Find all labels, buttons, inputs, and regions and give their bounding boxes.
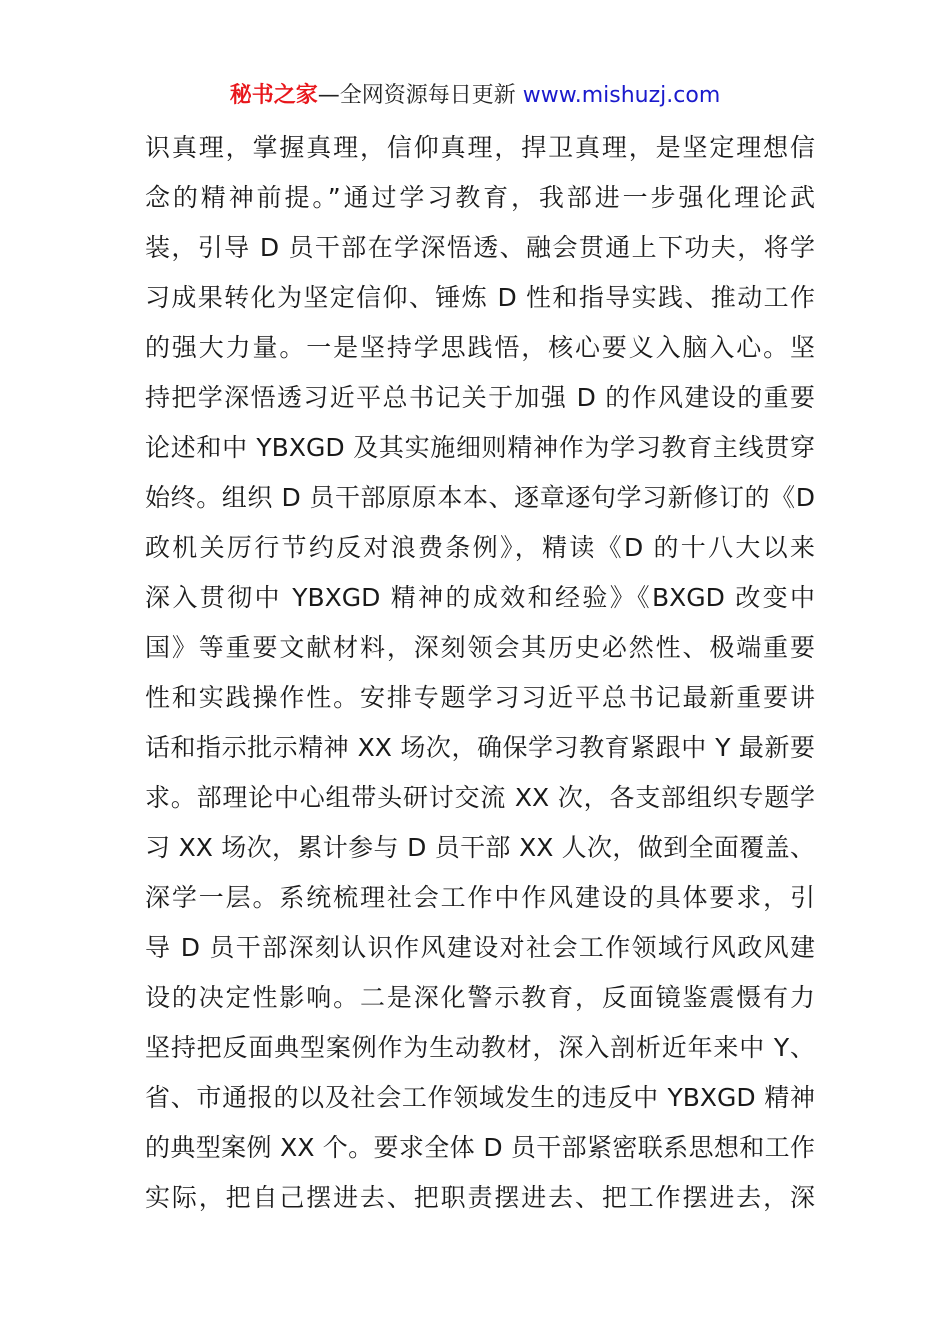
text-line: 省、市通报的以及社会工作领域发生的违反中 YBXGD 精神 [145, 1083, 815, 1112]
text-line: 念的精神前提。”通过学习教育，我部进一步强化理论武 [145, 183, 815, 212]
text-line: 装，引导 D 员干部在学深悟透、融会贯通上下功夫，将学 [145, 233, 815, 262]
text-line: 导 D 员干部深刻认识作风建设对社会工作领域行风政风建 [145, 933, 815, 962]
site-url: www.mishuzj.com [522, 83, 721, 108]
site-tagline: —全网资源每日更新 [317, 83, 516, 108]
text-line: 实际，把自己摆进去、把职责摆进去、把工作摆进去，深 [145, 1183, 815, 1212]
text-line: 深学一层。系统梳理社会工作中作风建设的具体要求，引 [145, 883, 815, 912]
page-header [0, 80, 950, 112]
document-body [145, 123, 815, 1223]
text-line: 深入贯彻中 YBXGD 精神的成效和经验》《BXGD 改变中 [145, 583, 815, 612]
text-line: 国》等重要文献材料，深刻领会其历史必然性、极端重要 [145, 633, 815, 662]
text-line: 习成果转化为坚定信仰、锤炼 D 性和指导实践、推动工作 [145, 283, 815, 312]
text-line: 的典型案例 XX 个。要求全体 D 员干部紧密联系思想和工作 [145, 1133, 815, 1162]
text-line: 话和指示批示精神 XX 场次，确保学习教育紧跟中 Y 最新要 [145, 733, 815, 762]
text-line: 论述和中 YBXGD 及其实施细则精神作为学习教育主线贯穿 [145, 433, 815, 462]
text-line: 坚持把反面典型案例作为生动教材，深入剖析近年来中 Y、 [145, 1033, 815, 1062]
text-line: 识真理，掌握真理，信仰真理，捍卫真理，是坚定理想信 [145, 133, 815, 162]
text-line: 的强大力量。一是坚持学思践悟，核心要义入脑入心。坚 [145, 333, 815, 362]
text-line: 设的决定性影响。二是深化警示教育，反面镜鉴震慑有力 [145, 983, 815, 1012]
site-brand: 秘书之家 [229, 83, 318, 108]
text-line: 习 XX 场次，累计参与 D 员干部 XX 人次，做到全面覆盖、 [145, 833, 815, 862]
text-line: 政机关厉行节约反对浪费条例》，精读《D 的十八大以来 [145, 533, 815, 562]
text-line: 始终。组织 D 员干部原原本本、逐章逐句学习新修订的《D [145, 483, 815, 512]
text-line: 求。部理论中心组带头研讨交流 XX 次，各支部组织专题学 [145, 783, 815, 812]
text-line: 持把学深悟透习近平总书记关于加强 D 的作风建设的重要 [145, 383, 815, 412]
text-line: 性和实践操作性。安排专题学习习近平总书记最新重要讲 [145, 683, 815, 712]
